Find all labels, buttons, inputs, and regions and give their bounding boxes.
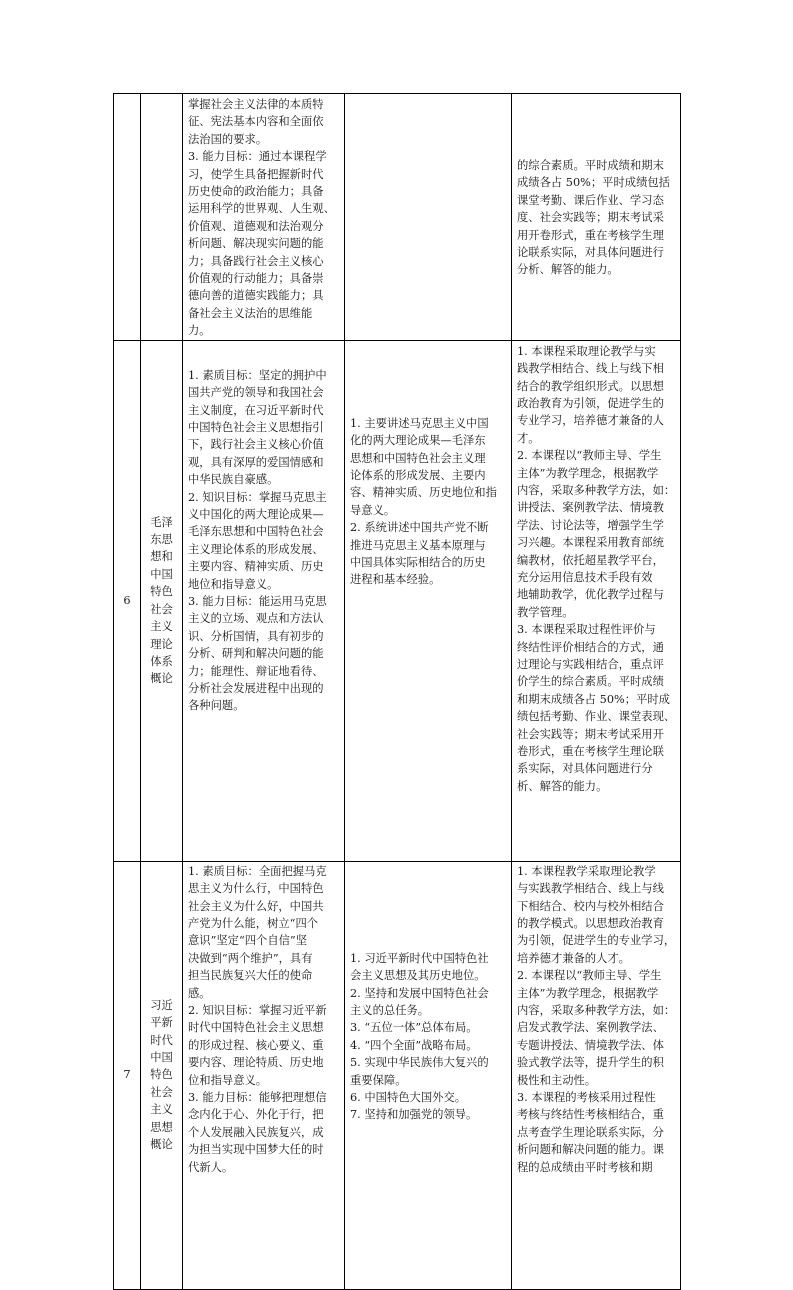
teaching-method-line: 论联系实际，对具体问题进行 [517,245,664,259]
course-goals-line: 力。 [188,324,211,338]
teaching-method-line: 和期末成绩各占 50%；平时成 [517,692,670,706]
course-content-line: 6. 中国特色大国外交。 [350,1090,467,1104]
course-content-line: 容、精神实质、历史地位和指 [350,486,497,500]
teaching-method-line: 2. 本课程以“教师主导、学生 [517,969,662,983]
course-content-line: 中国具体实际相结合的历史 [350,555,486,569]
teaching-method-line: 讲授法、案例教学法、情境教 [517,501,664,515]
teaching-method-line: 终结性评价相结合的方式，通 [517,640,664,654]
course-name-line: 主义 [150,620,173,634]
teaching-method [512,861,681,1289]
course-goals-line: 力；能理性、辩证地看待、 [188,664,324,678]
course-goals-line: 德向善的道德实践能力；具 [188,289,324,303]
table-row [114,94,681,341]
course-goals-line: 位和指导意义。 [188,1073,268,1087]
course-name-line: 思想 [150,1120,173,1134]
course-goals-line: 观，具有深厚的爱国情感和 [188,455,324,469]
teaching-method-line: 1. 本课程采取理论教学与实 [517,344,656,358]
course-content-line: 进程和基本经验。 [350,573,441,587]
course-goals-line: 产党为什么能，树立“四个 [188,916,319,930]
course-goals-line: 国共产党的领导和我国社会 [188,386,324,400]
course-goals-line: 分析社会发展进程中出现的 [188,682,324,695]
teaching-method-line: 卷形式，重在考核学生理论联 [517,745,664,759]
teaching-method-line: 主体”为教学理念，根据教学 [517,466,659,480]
course-name-line: 概论 [150,1138,173,1152]
course-name-line: 社会 [150,602,173,616]
course-goals-line: 运用科学的世界观、人生观、 [188,202,335,216]
course-content-line: 导意义。 [350,503,396,517]
course-goals-line: 主义理论体系的形成发展、 [188,542,324,556]
teaching-method-line: 验式教学法等，提升学生的积 [517,1056,664,1070]
course-content-line: 1. 习近平新时代中国特色社 [350,951,489,965]
course-name [141,340,183,861]
course-goals-line: 社会主义为什么好，中国共 [188,899,324,913]
course-goals-line: 感。 [188,986,211,1000]
teaching-method-line: 析、解答的能力。 [517,779,608,793]
course-content [345,94,512,341]
course-goals-line: 2. 知识目标：掌握习近平新 [188,1003,327,1017]
course-content-line: 论体系的形成发展、主要内 [350,468,486,482]
course-content [345,861,512,1289]
teaching-method-line: 课堂考勤、课后作业、学习态 [517,193,664,207]
course-goals-line: 担当民族复兴大任的使命 [188,969,313,983]
course-content-line: 3. “五位一体”总体布局。 [350,1021,478,1035]
row-index [114,340,141,861]
course-goals-line: 时代中国特色社会主义思想 [188,1021,324,1035]
course-goals-line: 3. 能力目标：通过本课程学 [188,150,327,164]
course-goals-line: 3. 能力目标：能够把理想信 [188,1090,327,1104]
teaching-method-line: 教学管理。 [517,605,574,619]
course-goals-line: 1. 素质目标：全面把握马克 [188,864,327,878]
teaching-method [512,340,681,861]
course-name-line: 中国 [150,567,173,581]
teaching-method-line: 极性和主动性。 [517,1073,597,1087]
course-name-line: 想和 [150,550,173,564]
course-goals-line: 析问题、解决现实问题的能 [188,237,324,251]
course-content-line: 重要保障。 [350,1073,407,1087]
course-goals-line: 毛泽东思想和中国特色社会 [188,525,324,539]
course-goals-line: 主义制度，在习近平新时代 [188,403,324,417]
teaching-method-line: 地辅助教学，优化教学过程与 [517,588,664,602]
teaching-method-line: 度、社会实践等；期末考试采 [517,211,664,225]
teaching-method-line: 习兴趣。本课程采用教育部统 [517,536,664,550]
course-goals-line: 历史使命的政治能力；具备 [188,185,324,199]
teaching-method-line: 析问题和解决问题的能力。课 [517,1143,664,1157]
course-name-line: 理论 [150,637,173,651]
teaching-method-line: 内容，采取多种教学方法，如： [517,1003,676,1017]
row-index-text: 7 [123,1068,131,1082]
teaching-method-line: 内容，采取多种教学方法，如： [517,483,676,497]
course-goals [183,340,345,861]
course-goals-line: 中华民族自豪感。 [188,473,279,487]
course-goals-line: 价值观的行动能力；具备崇 [188,272,324,286]
teaching-method-line: 编教材，依托超星教学平台， [517,553,664,567]
course-table [113,93,681,1290]
course-goals-line: 法治国的要求。 [188,132,268,146]
course-name-line: 习近 [150,998,173,1012]
course-goals-line: 3. 能力目标：能运用马克思 [188,594,327,608]
course-name-line: 概论 [150,672,173,686]
course-content-line: 4. “四个全面”战略布局。 [350,1038,478,1052]
course-goals-line: 习，使学生具备把握新时代 [188,167,324,181]
teaching-method-line: 下相结合、校内与校外相结合 [517,899,664,913]
teaching-method-line: 的教学模式。以思想政治教育 [517,916,664,930]
course-name-line: 东思 [150,533,173,547]
teaching-method-line: 绩包括考勤、作业、课堂表现、 [517,710,676,724]
course-goals-line: 主义的立场、观点和方法认 [188,612,324,626]
course-goals [183,94,345,341]
course-goals-line: 掌握社会主义法律的本质特 [188,98,324,111]
teaching-method-line: 学法、讨论法等，增强学生学 [517,518,664,532]
teaching-method-line: 成绩各占 50%；平时成绩包括 [517,176,670,190]
course-content-line: 1. 主要讲述马克思主义中国 [350,416,489,430]
course-goals-line: 力；具备践行社会主义核心 [188,254,324,268]
course-content [345,340,512,861]
course-content-line: 主义的总任务。 [350,1003,430,1017]
course-name-line: 平新 [150,1016,173,1030]
course-goals-line: 主要内容、精神实质、历史 [188,560,324,574]
teaching-method-line: 主体”为教学理念，根据教学 [517,986,659,1000]
course-goals-line: 中国特色社会主义思想指引 [188,420,324,434]
course-goals-line: 意识”坚定“四个自信”坚 [188,934,307,948]
teaching-method-line: 过理论与实践相结合，重点评 [517,658,664,671]
course-goals-line: 义中国化的两大理论成果— [188,507,324,521]
teaching-method-line: 启发式教学法、案例教学法、 [517,1021,664,1035]
course-content-line: 思想和中国特色社会主义理 [350,451,486,465]
teaching-method-line: 政治教育为引领，促进学生的 [517,396,664,410]
course-content-line: 推进马克思主义基本原理与 [350,538,486,552]
teaching-method-line: 专题讲授法、情境教学法、体 [517,1038,664,1052]
row-index-text: 6 [123,593,131,607]
teaching-method-line: 与实践教学相结合、线上与线 [517,882,664,896]
course-name-line: 社会 [150,1085,173,1099]
course-goals-line: 决做到“两个维护”，具有 [188,951,313,965]
course-goals-line: 要内容、理论特质、历史地 [188,1056,324,1070]
course-goals [183,861,345,1289]
course-goals-line: 价值观、道德观和法治观分 [188,219,324,233]
teaching-method-line: 结合的教学组织形式。以思想 [517,379,664,393]
teaching-method-line: 2. 本课程以“教师主导、学生 [517,449,662,463]
course-name-line: 体系 [150,654,173,668]
course-goals-line: 为担当实现中国梦大任的时 [188,1143,324,1157]
course-content-line: 会主义思想及其历史地位。 [350,969,486,983]
course-goals-line: 代新人。 [188,1160,234,1174]
course-content-line: 2. 坚持和发展中国特色社会 [350,986,489,1000]
teaching-method-line: 专业学习，培养德才兼备的人 [517,414,664,428]
teaching-method-line: 点考查学生理论联系实际，分 [517,1125,664,1139]
teaching-method-line: 充分运用信息技术手段有效 [517,570,653,584]
course-name-line: 时代 [150,1033,173,1047]
course-goals-line: 识、分析国情，具有初步的 [188,629,324,643]
teaching-method-line: 的综合素质。平时成绩和期末 [517,158,664,172]
teaching-method-line: 价学生的综合素质。平时成绩 [517,675,664,689]
course-goals-line: 2. 知识目标：掌握马克思主 [188,490,327,504]
teaching-method-line: 分析、解答的能力。 [517,263,619,277]
course-content-line: 5. 实现中华民族伟大复兴的 [350,1056,489,1070]
course-goals-line: 征、宪法基本内容和全面依 [188,115,324,129]
course-name [141,94,183,341]
teaching-method-line: 系实际，对具体问题进行分 [517,762,653,776]
teaching-method-line: 为引领，促进学生的专业学习， [517,934,676,948]
course-goals-line: 分析、研判和解决问题的能 [188,647,324,661]
teaching-method-line: 3. 本课程的考核采用过程性 [517,1090,656,1104]
table-row [114,340,681,861]
course-goals-line: 个人发展融入民族复兴，成 [188,1125,324,1139]
row-index [114,861,141,1289]
table-row [114,861,681,1289]
course-goals-line: 地位和指导意义。 [188,577,279,591]
teaching-method-line: 践教学相结合、线上与线下相 [517,362,664,376]
course-name-line: 中国 [150,1051,173,1065]
row-index [114,94,141,341]
course-name-line: 毛泽 [150,515,173,529]
teaching-method-line: 3. 本课程采取过程性评价与 [517,623,656,637]
course-goals-line: 思主义为什么行，中国特色 [188,882,324,896]
course-content-line: 2. 系统讲述中国共产党不断 [350,521,489,535]
teaching-method-line: 用开卷形式，重在考核学生理 [517,228,664,242]
course-name [141,861,183,1289]
course-content-line: 7. 坚持和加强党的领导。 [350,1108,478,1122]
course-goals-line: 各种问题。 [188,699,245,713]
course-content-line: 化的两大理论成果—毛泽东 [350,434,486,448]
teaching-method-line: 1. 本课程教学采取理论教学 [517,864,656,878]
course-goals-line: 念内化于心、外化于行，把 [188,1108,324,1122]
course-goals-line: 备社会主义法治的思维能 [188,306,313,320]
teaching-method-line: 社会实践等；期末考试采用开 [517,727,664,741]
course-name-line: 特色 [150,1068,173,1082]
teaching-method-line: 程的总成绩由平时考核和期 [517,1160,653,1174]
teaching-method-line: 培养德才兼备的人才。 [517,951,630,965]
course-name-line: 主义 [150,1103,173,1117]
course-goals-line: 下，践行社会主义核心价值 [188,438,324,452]
teaching-method-line: 考核与终结性考核相结合，重 [517,1108,664,1122]
teaching-method-line: 才。 [517,431,540,445]
course-goals-line: 的形成过程、核心要义、重 [188,1038,324,1052]
course-table-body [114,94,681,1290]
course-goals-line: 1. 素质目标：坚定的拥护中 [188,368,327,382]
course-name-line: 特色 [150,585,173,599]
teaching-method [512,94,681,341]
